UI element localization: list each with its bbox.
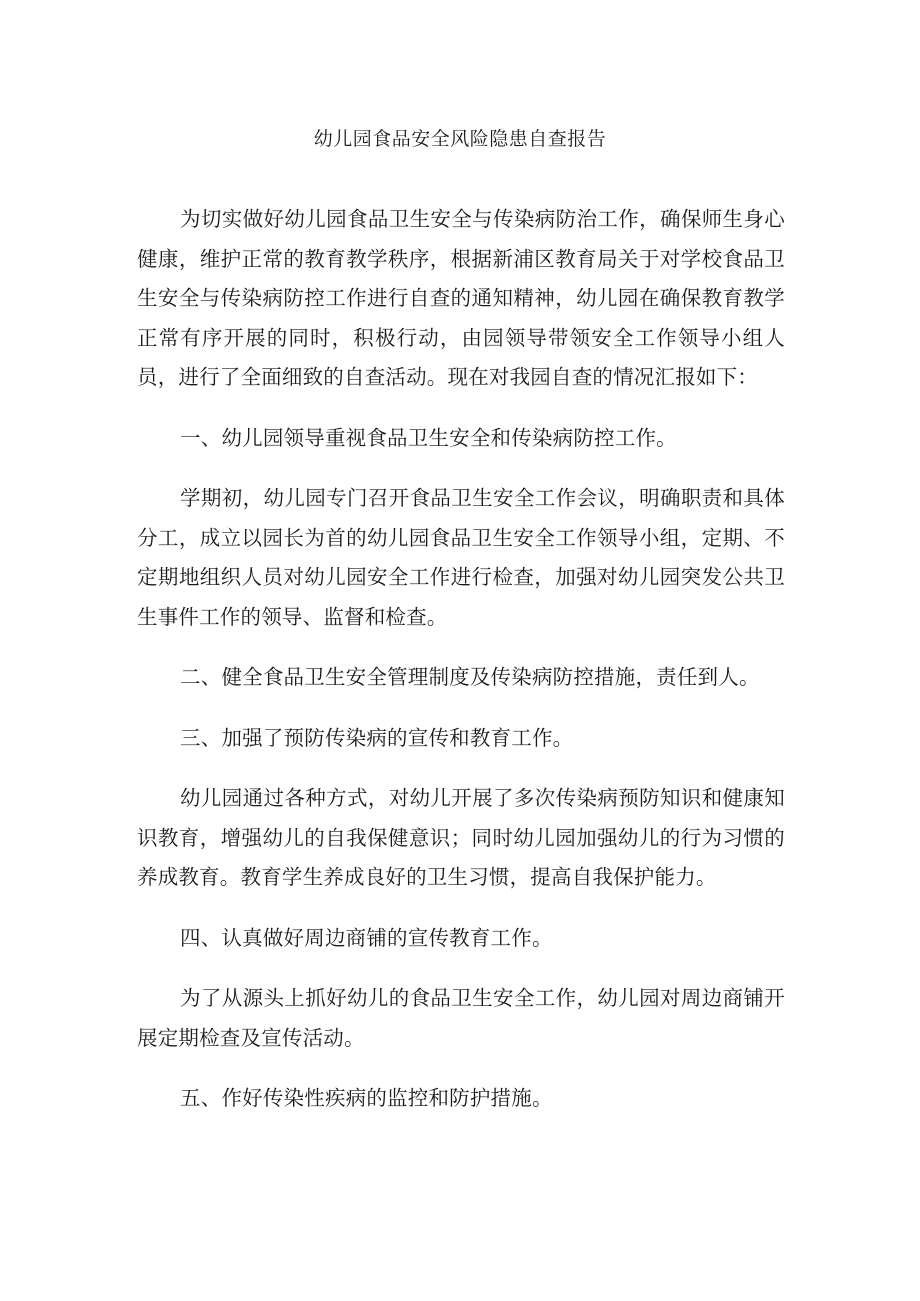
document-body bbox=[137, 200, 785, 1140]
section-heading-1: 一、幼儿园领导重视食品卫生安全和传染病防控工作。 bbox=[180, 425, 677, 450]
intro-paragraph: 为切实做好幼儿园食品卫生安全与传染病防治工作，确保师生身心健康，维护正常的教育教学秩序，根据新浦区教育局关于对学校食品卫生安全与传染病防控工作进行自查的通知精神，幼儿园在确保教育教学正常有序开展的同时，积极行动，由园领导带领安全工作领导小组人员，进行了全面细致的自查活动。现在对我园自查的情况汇报如下： bbox=[137, 207, 785, 389]
section-3-paragraph: 幼儿园通过各种方式，对幼儿开展了多次传染病预防知识和健康知识教育，增强幼儿的自我保健意识；同时幼儿园加强幼儿的行为习惯的养成教育。教育学生养成良好的卫生习惯，提高自我保护能力。 bbox=[137, 786, 785, 889]
section-1-paragraph: 学期初，幼儿园专门召开食品卫生安全工作会议，明确职责和具体分工，成立以园长为首的幼儿园食品卫生安全工作领导小组，定期、不定期地组织人员对幼儿园安全工作进行检查，加强对幼儿园突发公共卫生事件工作的领导、监督和检查。 bbox=[137, 486, 785, 629]
section-4-paragraph: 为了从源头上抓好幼儿的食品卫生安全工作，幼儿园对周边商铺开展定期检查及宣传活动。 bbox=[137, 986, 785, 1050]
section-heading-4: 四、认真做好周边商铺的宣传教育工作。 bbox=[180, 925, 553, 950]
section-heading-2: 二、健全食品卫生安全管理制度及传染病防控措施，责任到人。 bbox=[180, 665, 760, 689]
section-heading-5: 五、作好传染性疾病的监控和防护措施。 bbox=[180, 1086, 553, 1110]
document-title: 幼儿园食品安全风险隐患自查报告 bbox=[313, 128, 607, 150]
section-heading-3: 三、加强了预防传染病的宣传和教育工作。 bbox=[180, 725, 574, 750]
